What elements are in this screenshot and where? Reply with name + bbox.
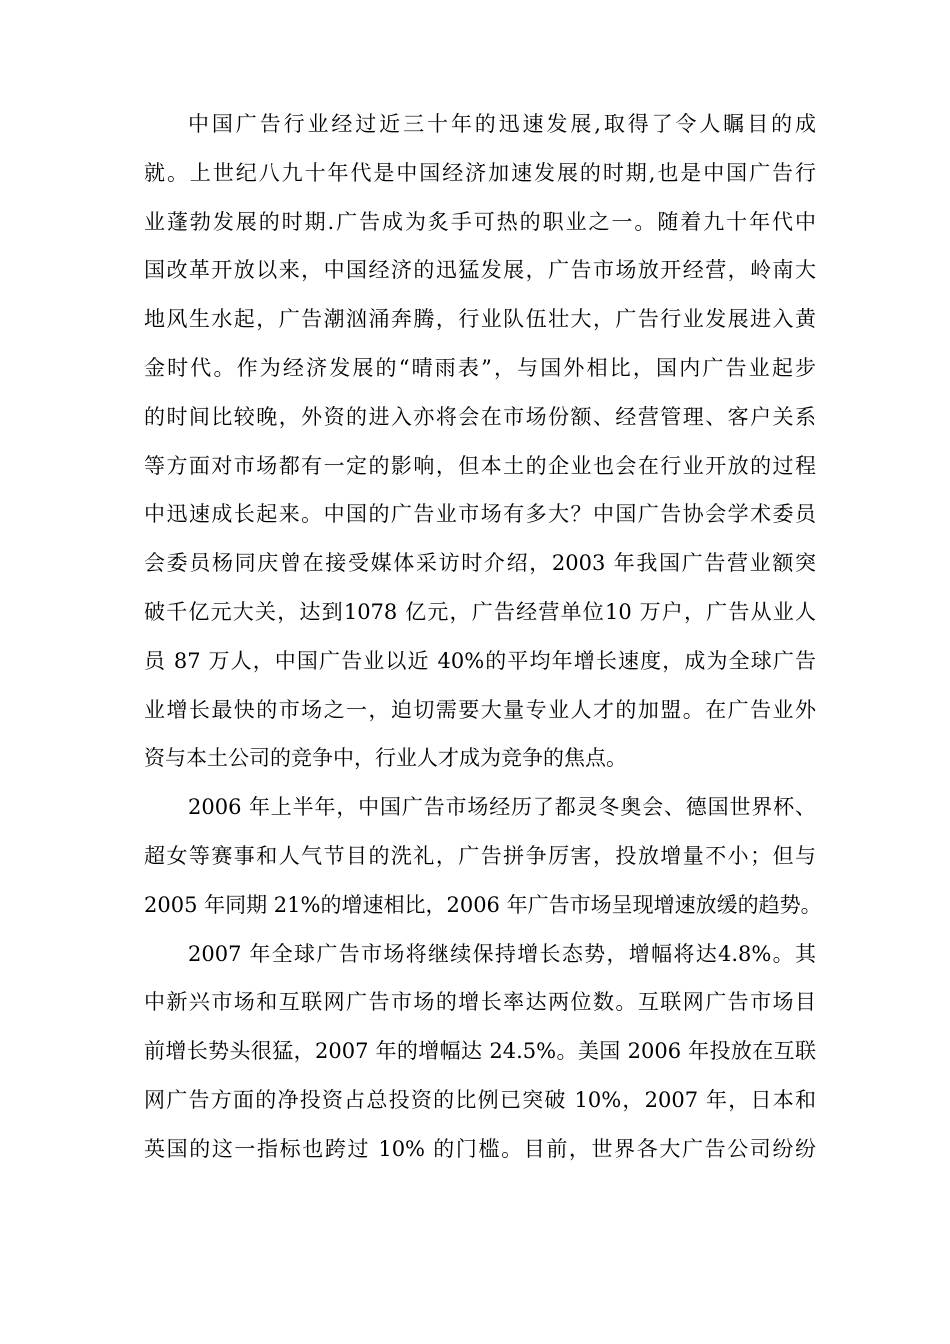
- paragraph-1-line-14: 资与本土公司的竞争中，行业人才成为竞争的焦点。: [144, 746, 627, 771]
- paragraph-2-line-2: 超女等赛事和人气节目的洗礼，广告拼争厉害，投放增量不小；但与: [144, 843, 816, 868]
- paragraph-1-line-11: 破千亿元大关，达到1078 亿元，广告经营单位10 万户，广告从业人: [144, 599, 816, 624]
- paragraph-1-line-4: 国改革开放以来，中国经济的迅猛发展，广告市场放开经营，岭南大: [144, 258, 816, 283]
- paragraph-1-line-12: 员 87 万人，中国广告业以近 40%的平均年增长速度，成为全球广告: [144, 648, 816, 673]
- paragraph-1-line-1: 中国广告行业经过近三十年的迅速发展,取得了令人瞩目的成: [188, 112, 816, 136]
- paragraph-3-line-3: 前增长势头很猛，2007 年的增幅达 24.5%。美国 2006 年投放在互联: [144, 1039, 816, 1064]
- paragraph-2-line-1: 2006 年上半年，中国广告市场经历了都灵冬奥会、德国世界杯、: [188, 795, 816, 820]
- paragraph-1-line-2: 就。上世纪八九十年代是中国经济加速发展的时期,也是中国广告行: [144, 160, 816, 185]
- paragraph-1-line-5: 地风生水起，广告潮汹涌奔腾，行业队伍壮大，广告行业发展进入黄: [144, 307, 816, 332]
- paragraph-2-line-3: 2005 年同期 21%的增速相比，2006 年广告市场呈现增速放缓的趋势。: [144, 892, 822, 917]
- paragraph-3-line-1: 2007 年全球广告市场将继续保持增长态势，增幅将达4.8%。其: [188, 941, 816, 966]
- paragraph-1-line-7: 的时间比较晚，外资的进入亦将会在市场份额、经营管理、客户关系: [144, 404, 816, 429]
- paragraph-1-line-6: 金时代。作为经济发展的“晴雨表”，与国外相比，国内广告业起步: [144, 355, 816, 380]
- paragraph-1-line-8: 等方面对市场都有一定的影响，但本土的企业也会在行业开放的过程: [144, 453, 816, 478]
- paragraph-1-line-9: 中迅速成长起来。中国的广告业市场有多大？中国广告协会学术委员: [144, 502, 816, 527]
- paragraph-3-line-5: 英国的这一指标也跨过 10% 的门槛。目前，世界各大广告公司纷纷: [144, 1136, 816, 1161]
- paragraph-3-line-2: 中新兴市场和互联网广告市场的增长率达两位数。互联网广告市场目: [144, 990, 816, 1015]
- paragraph-1-line-3: 业蓬勃发展的时期.广告成为炙手可热的职业之一。随着九十年代中: [144, 209, 816, 234]
- paragraph-1-line-10: 会委员杨同庆曾在接受媒体采访时介绍，2003 年我国广告营业额突: [144, 551, 816, 576]
- paragraph-1-line-13: 业增长最快的市场之一，迫切需要大量专业人才的加盟。在广告业外: [144, 697, 816, 722]
- paragraph-3-line-4: 网广告方面的净投资占总投资的比例已突破 10%，2007 年，日本和: [144, 1087, 816, 1112]
- document-body: [144, 100, 822, 1174]
